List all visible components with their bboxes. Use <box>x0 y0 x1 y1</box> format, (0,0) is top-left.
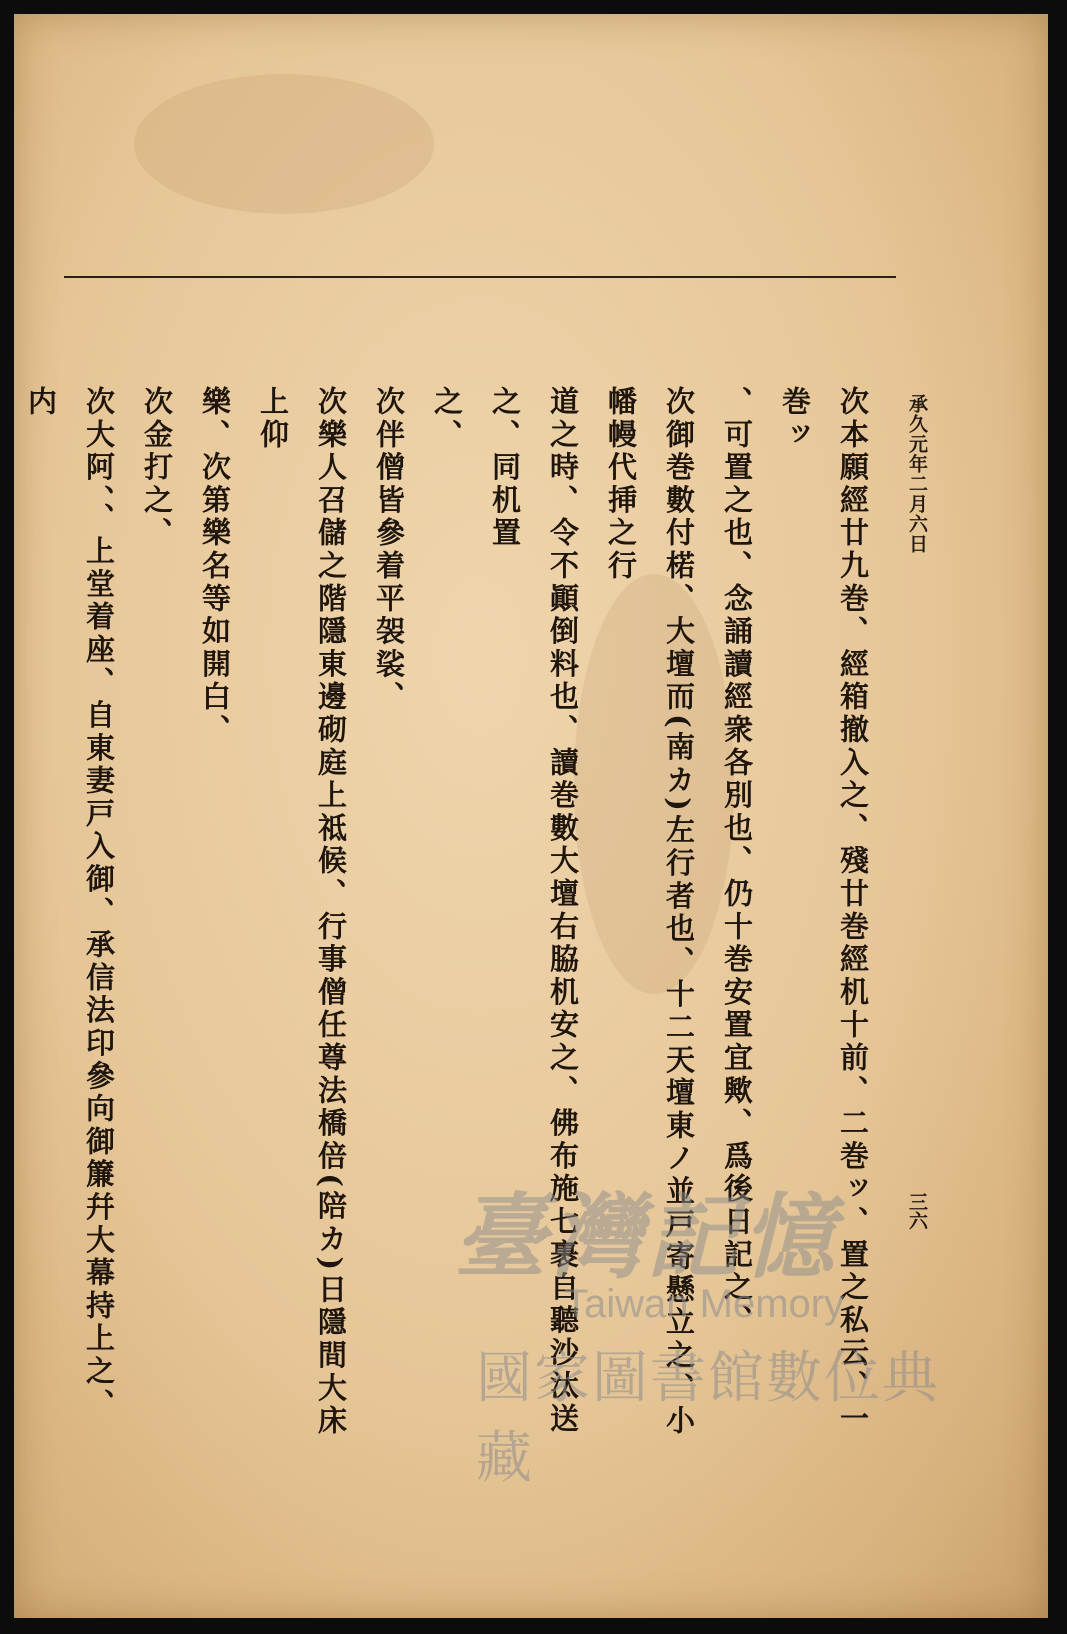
library-watermark <box>454 1164 974 1491</box>
text-line: 之、 <box>430 386 464 452</box>
text-line: 樂、次第樂名等如開白、 <box>198 386 232 747</box>
text-line: 次大阿、、上堂着座、自東妻戸入御、承信法印參向御簾幷大幕持上之、内 <box>24 386 116 1422</box>
text-line: 次樂人召儲之階隱東邊砌庭上祗候、行事僧任尊法橋倍(陪カ)日隱間大床上仰 <box>256 386 348 1438</box>
watermark-chinese-text: 國家圖書館數位典藏 <box>476 1346 940 1491</box>
text-line: 、可置之也、念誦讀經衆各別也、仍十巻安置宜歟、爲後日記之、 <box>720 386 754 1338</box>
watermark-logo-text: 臺灣記憶 <box>454 1183 839 1291</box>
paper-stain <box>134 74 434 214</box>
text-line: 次金打之、 <box>140 386 174 550</box>
watermark-english-text: Taiwan Memory <box>564 1282 845 1326</box>
text-line: 次本願經廿九巻、經箱撤入之、殘廿巻經机十前、二巻ッ、置之私云、一巻ッ <box>778 386 870 1436</box>
text-line: 次御巻數付楉、大壇而(南カ)左行者也、十二天壇東ノ並戸寄懸立之、小幡幔代挿之行 <box>604 386 696 1438</box>
text-line: 道之時、令不顚倒料也、讀巻數大壇右脇机安之、佛布施七裹自聽沙汰送之、同机置 <box>488 386 580 1436</box>
running-header-date: 承久元年二月六日 <box>906 394 928 554</box>
text-line: 次伴僧皆參着平袈裟、 <box>372 386 406 714</box>
page-number: 三六 <box>906 1192 928 1230</box>
header-rule <box>64 276 896 278</box>
document-page <box>14 14 1048 1618</box>
